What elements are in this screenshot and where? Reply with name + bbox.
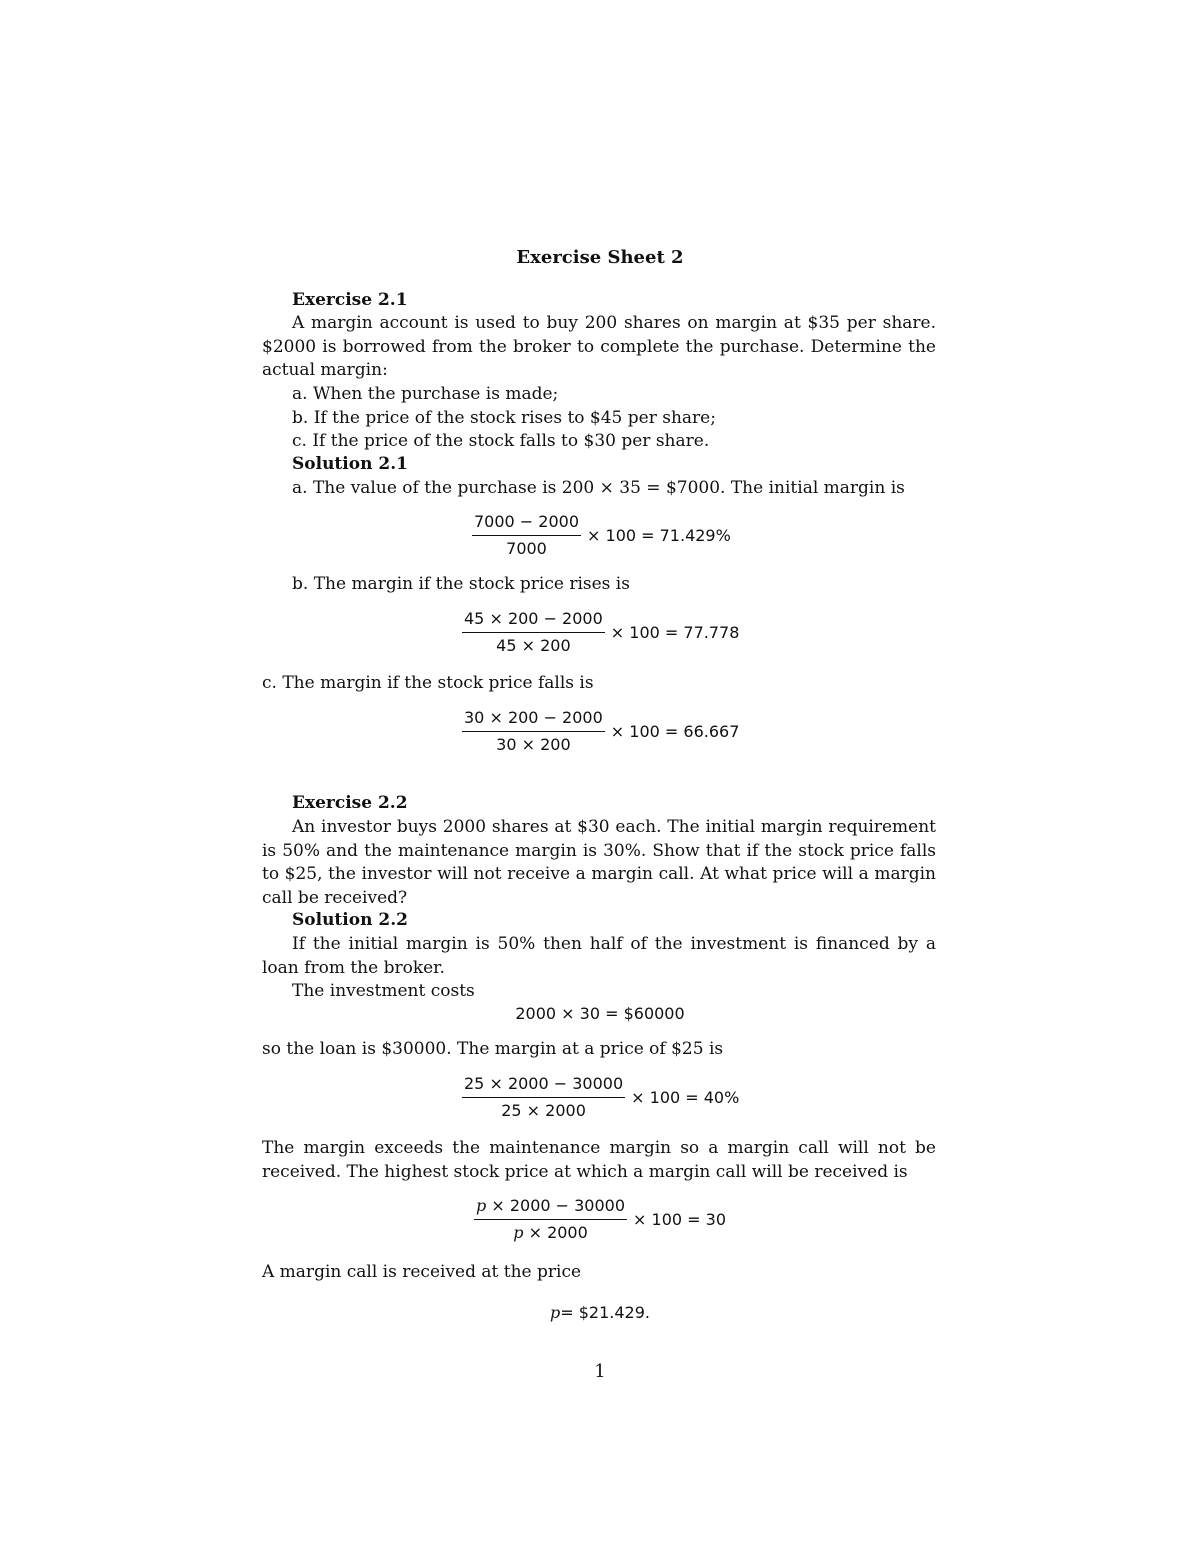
equation-text: 2000 × 30 = $60000	[515, 1004, 685, 1023]
numerator: 45 × 200 − 2000	[462, 609, 605, 633]
solution-2-2-paragraph-1	[262, 933, 936, 980]
denominator: 30 × 200	[496, 735, 571, 754]
numerator: 7000 − 2000	[472, 512, 581, 536]
equation-initial-margin	[472, 512, 731, 559]
exercise-2-1-item-c: c. If the price of the stock falls to $30 per share.	[292, 431, 710, 451]
variable-p: p	[476, 1196, 487, 1215]
equation-margin-call-price	[474, 1196, 726, 1243]
solution-2-2-paragraph-2: The investment costs	[292, 981, 475, 1001]
numerator: 25 × 2000 − 30000	[462, 1074, 625, 1098]
denominator-text: × 2000	[523, 1223, 588, 1242]
exercise-2-2-question	[262, 816, 936, 910]
equation-investment-cost	[0, 1004, 1200, 1023]
numerator-text: × 2000 − 30000	[486, 1196, 626, 1215]
fraction	[462, 708, 605, 755]
equation-rhs: × 100 = 66.667	[610, 721, 740, 741]
solution-2-2-heading: Solution 2.2	[292, 910, 408, 930]
page-number: 1	[594, 1361, 606, 1382]
fraction	[462, 609, 605, 656]
exercise-2-2-heading: Exercise 2.2	[292, 793, 408, 813]
fraction	[472, 512, 581, 559]
solution-2-2-paragraph-5: A margin call is received at the price	[262, 1262, 582, 1282]
exercise-2-2-question-text: An investor buys 2000 shares at $30 each. The initial margin requirement is 50% and the maintenance margin is 30%. Show that if the stock price falls to $25, the investor will not receive a margin call. At what price will a margin call be received?	[262, 817, 936, 908]
exercise-2-1-item-b: b. If the price of the stock rises to $45 per share;	[292, 408, 716, 428]
equation-text: = $21.429.	[560, 1303, 650, 1322]
exercise-2-1-question-text: A margin account is used to buy 200 shares on margin at $35 per share. $2000 is borrowed from the broker to complete the purchase. Determine the actual margin:	[262, 313, 936, 380]
equation-rhs: × 100 = 40%	[631, 1087, 740, 1107]
solution-2-2-paragraph-1-text: If the initial margin is 50% then half of the investment is financed by a loan from the broker.	[262, 934, 936, 978]
denominator: 25 × 2000	[501, 1101, 586, 1120]
denominator	[511, 1220, 590, 1243]
solution-2-2-paragraph-3: so the loan is $30000. The margin at a price of $25 is	[262, 1039, 724, 1059]
equation-margin-at-25	[462, 1074, 739, 1121]
fraction	[462, 1074, 625, 1121]
exercise-2-1-heading: Exercise 2.1	[292, 290, 408, 310]
variable-p: p	[513, 1223, 524, 1242]
equation-final-price	[0, 1303, 1200, 1322]
equation-margin-rises	[462, 609, 739, 656]
variable-p: p	[550, 1303, 561, 1322]
equation-rhs: × 100 = 30	[633, 1209, 726, 1229]
denominator: 45 × 200	[496, 636, 571, 655]
exercise-2-1-item-a: a. When the purchase is made;	[292, 384, 559, 404]
equation-margin-falls	[462, 708, 739, 755]
solution-2-2-paragraph-4-text: The margin exceeds the maintenance margin so a margin call will not be received. The highest stock price at which a margin call will be received is	[262, 1138, 936, 1182]
solution-2-1-part-c: c. The margin if the stock price falls is	[262, 673, 594, 693]
solution-2-2-paragraph-4	[262, 1137, 936, 1184]
numerator	[474, 1196, 627, 1220]
solution-2-1-part-b: b. The margin if the stock price rises is	[292, 574, 630, 594]
exercise-2-1-question	[262, 312, 936, 383]
solution-2-1-heading: Solution 2.1	[292, 454, 408, 474]
denominator: 7000	[506, 539, 547, 558]
page-title: Exercise Sheet 2	[516, 247, 684, 268]
equation-rhs: × 100 = 71.429%	[587, 525, 731, 545]
fraction	[474, 1196, 627, 1243]
solution-2-1-part-a: a. The value of the purchase is 200 × 35 = $7000. The initial margin is	[292, 478, 905, 498]
numerator: 30 × 200 − 2000	[462, 708, 605, 732]
equation-rhs: × 100 = 77.778	[610, 622, 740, 642]
